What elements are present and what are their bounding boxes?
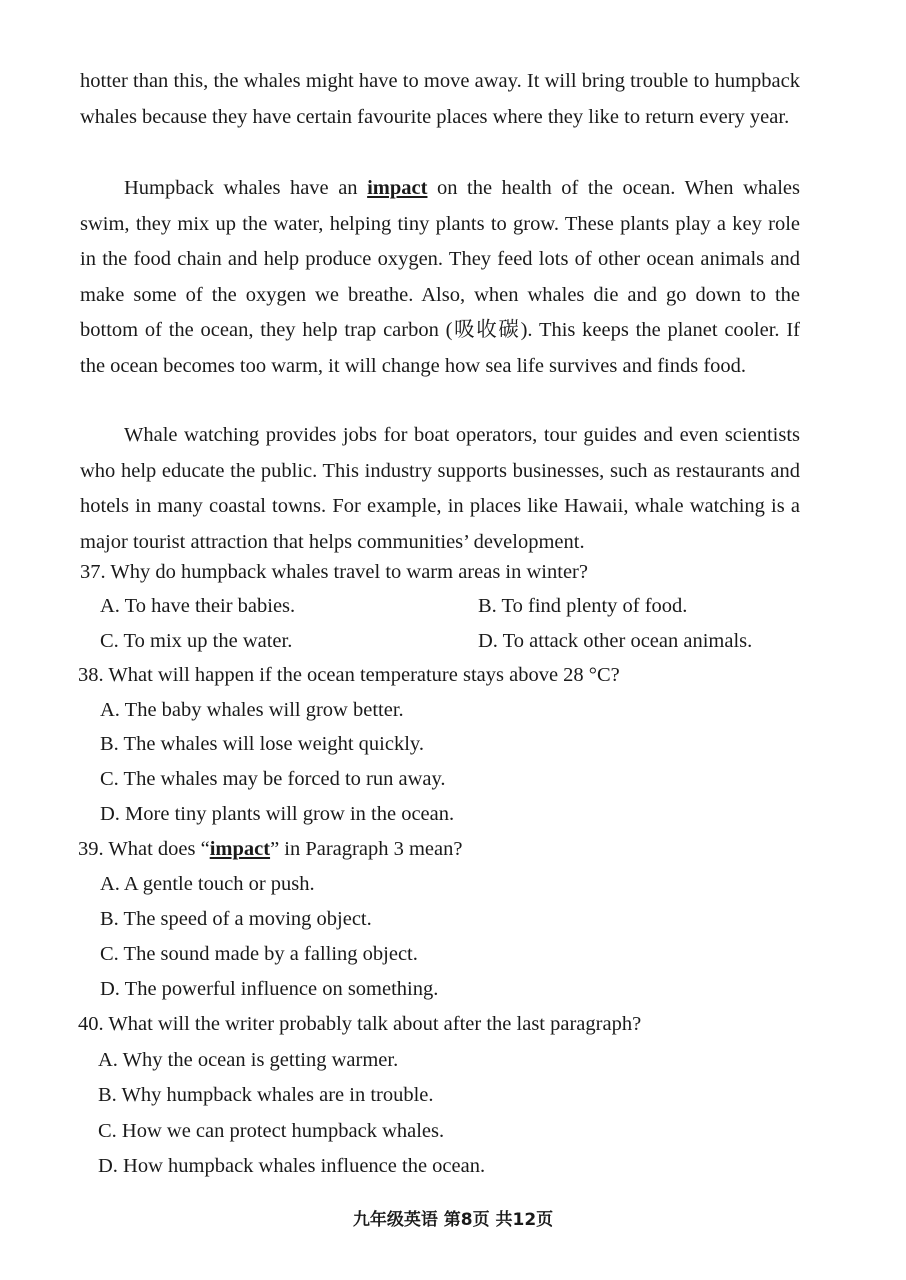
question-39-option-c: C. The sound made by a falling object.	[100, 943, 418, 965]
question-39-option-d: D. The powerful influence on something.	[100, 978, 439, 1000]
question-38-option-a: A. The baby whales will grow better.	[100, 699, 404, 721]
page-footer: 九年级英语 第8页 共12页	[352, 1210, 554, 1230]
question-40-option-d: D. How humpback whales influence the ocean.	[98, 1155, 486, 1177]
question-39-option-b: B. The speed of a moving object.	[100, 908, 372, 930]
question-39-stem-after: ” in Paragraph 3 mean?	[270, 838, 463, 860]
question-39-option-a: A. A gentle touch or push.	[100, 873, 315, 895]
question-39-stem	[78, 835, 462, 863]
question-38-option-d: D. More tiny plants will grow in the ocean.	[100, 803, 455, 825]
question-38-option-b: B. The whales will lose weight quickly.	[100, 733, 424, 755]
passage-paragraph-whale-watching: Whale watching provides jobs for boat operators, tour guides and even scientists who help educate the public. This industry supports businesses, such as restaurants and hotels in many coastal towns. For example, in places like Hawaii, whale watching is a major tourist attraction that helps communities’ development.	[80, 424, 800, 553]
paragraph-impact-after: on the health of the ocean. When whales swim, they mix up the water, helping tiny plants to grow. These plants play a key role in the food chain and help produce oxygen. They feed lots of other ocean animals and make some of the oxygen we breathe. Also, when whales die and go down to the bottom of the ocean, they help trap carbon (吸收碳). This keeps the planet cooler. If the ocean becomes too warm, it will change how sea life survives and finds food.	[80, 177, 801, 377]
question-40-stem: 40. What will the writer probably talk about after the last paragraph?	[78, 1013, 642, 1035]
question-40-option-b: B. Why humpback whales are in trouble.	[98, 1084, 434, 1106]
question-39-stem-before: 39. What does “	[78, 838, 210, 860]
keyword-impact: impact	[367, 177, 428, 199]
passage-paragraph-continued: hotter than this, the whales might have to move away. It will bring trouble to humpback whales because they have certain favourite places where they like to return every year.	[80, 70, 800, 128]
question-38-stem: 38. What will happen if the ocean temperature stays above 28 °C?	[78, 664, 620, 686]
question-37-stem: 37. Why do humpback whales travel to warm areas in winter?	[80, 561, 588, 583]
question-40-option-a: A. Why the ocean is getting warmer.	[98, 1049, 399, 1071]
question-37-option-b: B. To find plenty of food.	[478, 595, 688, 617]
question-37-option-d: D. To attack other ocean animals.	[478, 630, 753, 652]
question-37-option-a: A. To have their babies.	[100, 595, 296, 617]
question-39-keyword-impact: impact	[209, 838, 271, 860]
question-38-option-c: C. The whales may be forced to run away.	[100, 768, 446, 790]
question-40-option-c: C. How we can protect humpback whales.	[98, 1120, 445, 1142]
question-37-option-c: C. To mix up the water.	[100, 630, 293, 652]
passage-paragraph-impact	[80, 171, 800, 385]
paragraph-impact-before: Humpback whales have an	[124, 177, 368, 199]
